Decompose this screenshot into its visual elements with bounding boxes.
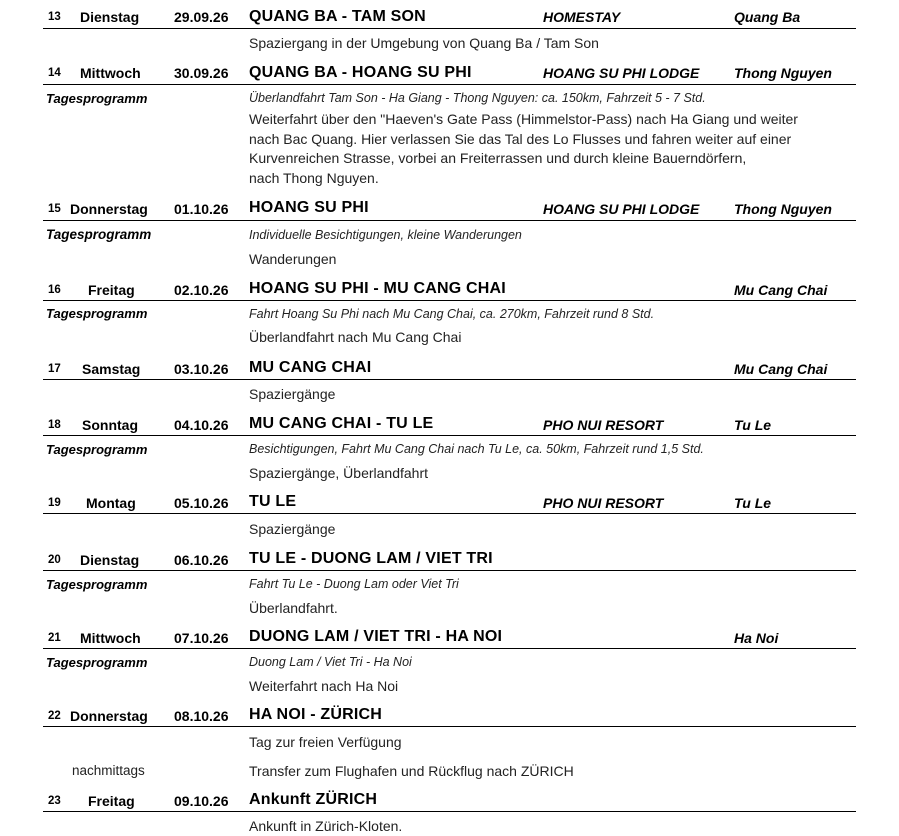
weekday: Dienstag xyxy=(80,552,140,568)
route-title: MU CANG CHAI xyxy=(249,359,372,376)
route-title: MU CANG CHAI - TU LE xyxy=(249,415,434,432)
program-label: Tagesprogramm xyxy=(46,91,148,106)
date: 01.10.26 xyxy=(174,201,229,217)
description-line: Tag zur freien Verfügung xyxy=(249,734,402,750)
day-number: 23 xyxy=(48,795,61,807)
day-number: 22 xyxy=(48,710,61,722)
divider xyxy=(43,648,856,649)
hotel-name: HOANG SU PHI LODGE xyxy=(543,201,700,217)
day-number: 15 xyxy=(48,203,61,215)
weekday: Samstag xyxy=(82,361,141,377)
divider xyxy=(43,726,856,727)
program-label: Tagesprogramm xyxy=(46,306,148,321)
description-line: nach Thong Nguyen. xyxy=(249,170,379,186)
description-line: Wanderungen xyxy=(249,251,337,267)
overnight-place: Tu Le xyxy=(734,417,772,433)
hotel-name: PHO NUI RESORT xyxy=(543,495,664,511)
overnight-place: Quang Ba xyxy=(734,9,801,25)
program-summary: Duong Lam / Viet Tri - Ha Noi xyxy=(249,655,412,669)
program-summary: Individuelle Besichtigungen, kleine Wanderungen xyxy=(249,228,522,242)
overnight-place: Ha Noi xyxy=(734,630,779,646)
description-line: Weiterfahrt über den "Haeven's Gate Pass (Himmelstor-Pass) nach Ha Giang und weiter xyxy=(249,111,798,127)
divider xyxy=(43,220,856,221)
weekday: Freitag xyxy=(88,793,135,809)
divider xyxy=(43,84,856,85)
route-title: Ankunft ZÜRICH xyxy=(249,791,378,808)
day-number: 21 xyxy=(48,632,61,644)
description-line: nach Bac Quang. Hier verlassen Sie das Tal des Lo Flusses und fahren weiter auf einer xyxy=(249,131,792,147)
route-title: QUANG BA - HOANG SU PHI xyxy=(249,64,472,81)
route-title: TU LE - DUONG LAM / VIET TRI xyxy=(249,550,493,567)
overnight-place: Mu Cang Chai xyxy=(734,361,828,377)
weekday: Donnerstag xyxy=(70,201,148,217)
date: 07.10.26 xyxy=(174,630,229,646)
divider xyxy=(43,570,856,571)
date: 05.10.26 xyxy=(174,495,229,511)
description-line: Überlandfahrt. xyxy=(249,600,338,616)
date: 08.10.26 xyxy=(174,708,229,724)
divider xyxy=(43,435,856,436)
route-title: HA NOI - ZÜRICH xyxy=(249,706,383,723)
description-line: Spaziergänge xyxy=(249,386,336,402)
program-label: Tagesprogramm xyxy=(46,227,152,242)
date: 09.10.26 xyxy=(174,793,229,809)
weekday: Freitag xyxy=(88,282,135,298)
day-number: 13 xyxy=(48,11,61,23)
divider xyxy=(43,379,856,380)
description-line: Spaziergänge, Überlandfahrt xyxy=(249,465,429,481)
program-summary: Fahrt Tu Le - Duong Lam oder Viet Tri xyxy=(249,577,459,591)
description-line: Überlandfahrt nach Mu Cang Chai xyxy=(249,329,462,345)
route-title: HOANG SU PHI xyxy=(249,199,369,216)
date: 30.09.26 xyxy=(174,65,229,81)
divider xyxy=(43,811,856,812)
date: 04.10.26 xyxy=(174,417,229,433)
program-label: Tagesprogramm xyxy=(46,655,148,670)
divider xyxy=(43,28,856,29)
weekday: Sonntag xyxy=(82,417,138,433)
description-line: Spaziergang in der Umgebung von Quang Ba / Tam Son xyxy=(249,35,599,51)
weekday: Mittwoch xyxy=(80,65,141,81)
time-label: nachmittags xyxy=(72,763,145,778)
divider xyxy=(43,300,856,301)
day-number: 14 xyxy=(48,67,61,79)
overnight-place: Thong Nguyen xyxy=(734,65,832,81)
weekday: Montag xyxy=(86,495,136,511)
program-summary: Besichtigungen, Fahrt Mu Cang Chai nach Tu Le, ca. 50km, Fahrzeit rund 1,5 Std. xyxy=(249,442,704,456)
route-title: QUANG BA - TAM SON xyxy=(249,8,426,25)
program-label: Tagesprogramm xyxy=(46,442,148,457)
program-label: Tagesprogramm xyxy=(46,577,148,592)
description-line: Spaziergänge xyxy=(249,521,336,537)
hotel-name: HOMESTAY xyxy=(543,9,621,25)
date: 02.10.26 xyxy=(174,282,229,298)
overnight-place: Thong Nguyen xyxy=(734,201,832,217)
date: 06.10.26 xyxy=(174,552,229,568)
description-line: Transfer zum Flughafen und Rückflug nach ZÜRICH xyxy=(249,763,574,779)
description-line: Kurvenreichen Strasse, vorbei an Freiterrassen und durch kleine Bauerndörfern, xyxy=(249,150,747,166)
date: 03.10.26 xyxy=(174,361,229,377)
route-title: TU LE xyxy=(249,493,297,510)
program-summary: Überlandfahrt Tam Son - Ha Giang - Thong Nguyen: ca. 150km, Fahrzeit 5 - 7 Std. xyxy=(249,91,706,105)
hotel-name: HOANG SU PHI LODGE xyxy=(543,65,700,81)
weekday: Donnerstag xyxy=(70,708,148,724)
divider xyxy=(43,513,856,514)
date: 29.09.26 xyxy=(174,9,229,25)
day-number: 17 xyxy=(48,363,61,375)
weekday: Mittwoch xyxy=(80,630,141,646)
overnight-place: Tu Le xyxy=(734,495,772,511)
overnight-place: Mu Cang Chai xyxy=(734,282,828,298)
day-number: 20 xyxy=(48,554,61,566)
route-title: HOANG SU PHI - MU CANG CHAI xyxy=(249,280,506,297)
weekday: Dienstag xyxy=(80,9,140,25)
day-number: 19 xyxy=(48,497,61,509)
description-line: Weiterfahrt nach Ha Noi xyxy=(249,678,399,694)
hotel-name: PHO NUI RESORT xyxy=(543,417,664,433)
day-number: 16 xyxy=(48,284,61,296)
description-line: Ankunft in Zürich-Kloten. xyxy=(249,818,403,834)
route-title: DUONG LAM / VIET TRI - HA NOI xyxy=(249,628,503,645)
day-number: 18 xyxy=(48,419,61,431)
program-summary: Fahrt Hoang Su Phi nach Mu Cang Chai, ca. 270km, Fahrzeit rund 8 Std. xyxy=(249,307,655,321)
